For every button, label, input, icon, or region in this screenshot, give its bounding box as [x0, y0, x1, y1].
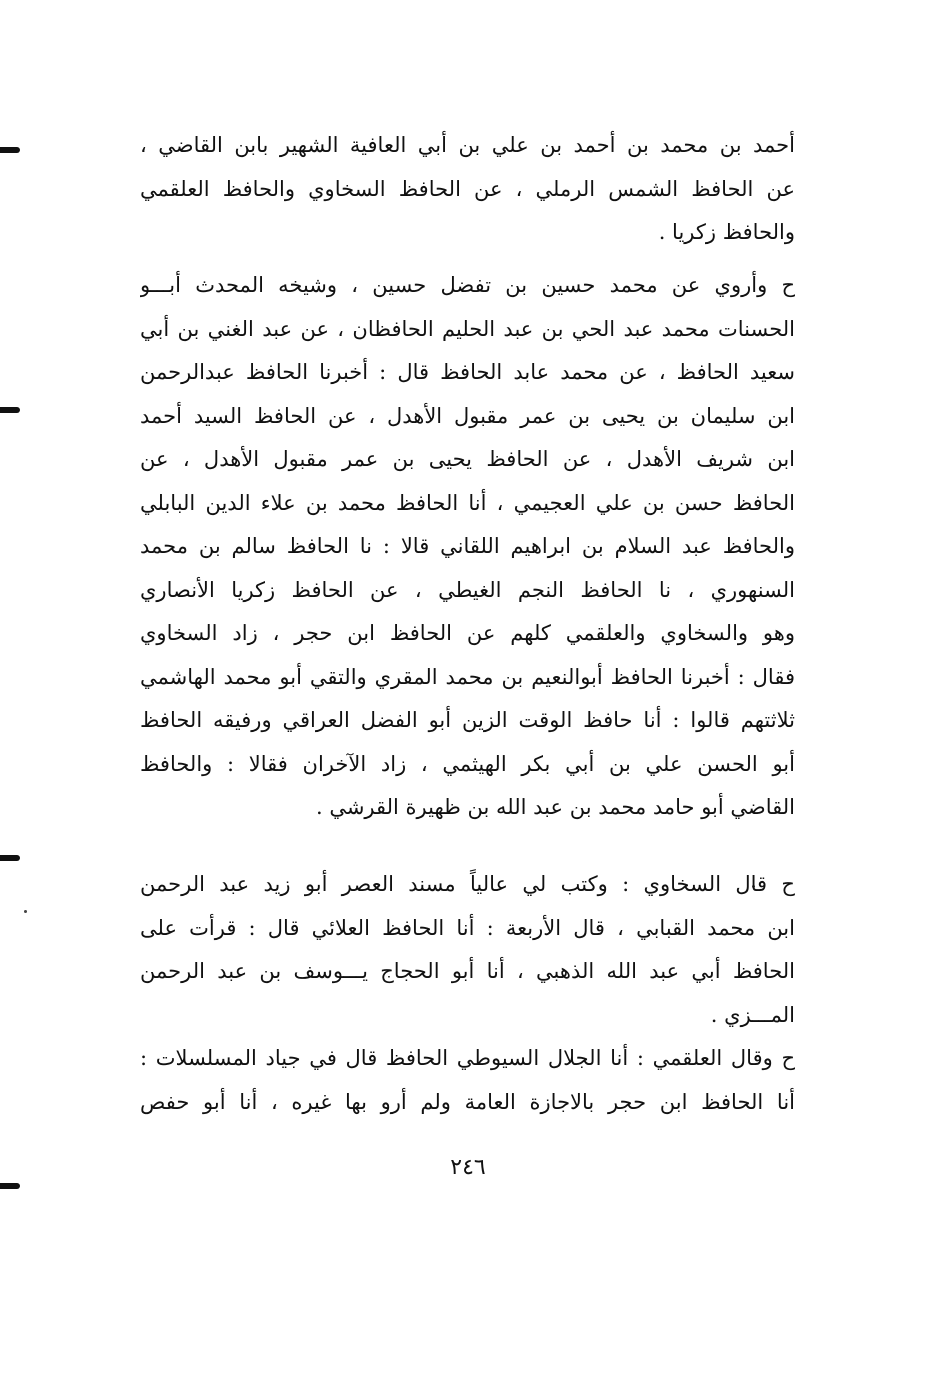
text-line: ابن محمد القبابي ، قال الأربعة : أنا الحافظ العلائي قال : قرأت على — [140, 915, 795, 940]
text-line: وهو والسخاوي والعلقمي كلهم عن الحافظ ابن حجر ، زاد السخاوي — [140, 621, 795, 645]
paragraph-4 — [140, 1037, 795, 1124]
text-line: المـــزي . — [710, 1002, 795, 1027]
text-line: الحافظ أبي عبد الله الذهبي ، أنا أبو الحجاج يـــوسف بن عبد الرحمن — [140, 959, 795, 983]
text-line: ابن سليمان بن يحيى بن عمر مقبول الأهدل ، عن الحافظ السيد أحمد — [140, 403, 795, 428]
text-line: سعيد الحافظ ، عن محمد عابد الحافظ قال : أخبرنا الحافظ عبدالرحمن — [140, 360, 795, 384]
text-line: فقال : أخبرنا الحافظ أبوالنعيم بن محمد المقري والتقي أبو محمد الهاشمي — [140, 664, 795, 689]
text-line: ح وأروي عن محمد حسين بن تفضل حسين ، وشيخه المحدث أبـــو — [140, 273, 795, 297]
scan-edge-mark — [0, 407, 20, 413]
text-line: أنا الحافظ ابن حجر بالاجازة العامة ولم أرو بها غيره ، أنا أبو حفص — [140, 1089, 795, 1114]
paragraph-3 — [140, 863, 795, 1037]
text-line: الحافظ حسن بن علي العجيمي ، أنا الحافظ محمد بن علاء الدين البابلي — [140, 490, 795, 515]
text-line: السنهوري ، نا الحافظ النجم الغيطي ، عن الحافظ زكريا الأنصاري — [140, 577, 795, 602]
text-line: ح وقال العلقمي : أنا الجلال السيوطي الحافظ قال في جياد المسلسلات : — [140, 1046, 795, 1070]
text-line: ح قال السخاوي : وكتب لي عالياً مسند العصر أبو زيد عبد الرحمن — [140, 872, 795, 896]
text-line: القاضي أبو حامد محمد بن عبد الله بن ظهيرة القرشي . — [315, 795, 795, 819]
text-line: ابن شريف الأهدل ، عن الحافظ يحيى بن عمر مقبول الأهدل ، عن — [140, 447, 795, 471]
text-line: أبو الحسن علي بن أبي بكر الهيثمي ، زاد الآخران فقالا : والحافظ — [140, 751, 795, 776]
paragraph-1 — [140, 124, 795, 255]
text-line: ثلاثتهم قالوا : أنا حافظ الوقت الزين أبو الفضل العراقي ورفيقه الحافظ — [140, 708, 795, 732]
page-number: ٢٤٦ — [450, 1155, 486, 1180]
scan-speck — [24, 910, 27, 913]
text-line: أحمد بن محمد بن أحمد بن علي بن أبي العافية الشهير بابن القاضي ، — [140, 133, 795, 157]
text-line: الحسنات محمد عبد الحي بن عبد الحليم الحافظان ، عن عبد الغني بن أبي — [140, 316, 795, 341]
scan-edge-mark — [0, 855, 20, 861]
text-line: والحافظ عبد السلام بن ابراهيم اللقاني قالا : نا الحافظ سالم بن محمد — [140, 534, 795, 558]
text-line: عن الحافظ الشمس الرملي ، عن الحافظ السخاوي والحافظ العلقمي — [140, 176, 795, 201]
paragraph-2 — [140, 264, 795, 830]
scan-edge-mark — [0, 147, 20, 153]
scan-edge-mark — [0, 1183, 20, 1189]
text-line: والحافظ زكريا . — [658, 220, 795, 244]
